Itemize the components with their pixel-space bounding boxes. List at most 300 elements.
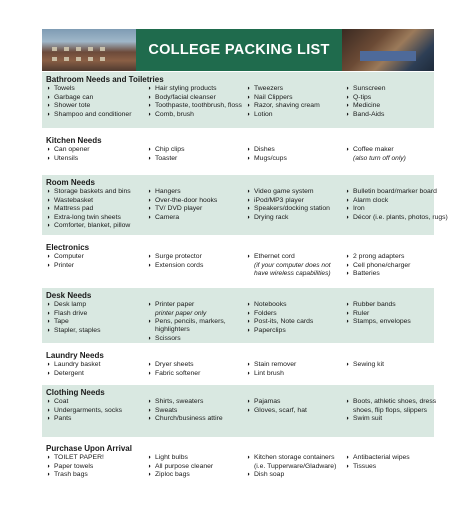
section-kitchen-needs [42, 133, 434, 171]
checkbox-bullet-icon [345, 398, 349, 407]
item-column [345, 301, 411, 327]
checkbox-bullet-icon [246, 301, 250, 310]
section-title: Kitchen Needs [46, 136, 102, 145]
checkbox-bullet-icon [46, 197, 50, 206]
checklist-item-label: Alarm clock [353, 196, 389, 204]
section-title: Clothing Needs [46, 388, 105, 397]
checklist-item-label: Speakers/docking station [254, 205, 330, 213]
checkbox-bullet-icon [46, 415, 50, 424]
checkbox-bullet-icon [147, 253, 151, 262]
checklist-item [345, 310, 411, 319]
checklist-item-label: Tissues [353, 462, 377, 470]
checklist-item [46, 262, 84, 271]
checklist-item [46, 205, 131, 214]
checklist-item [246, 102, 320, 111]
checklist-item-label: Stapler, staples [54, 326, 101, 334]
checklist-item-label: Stain remover [254, 361, 297, 368]
checkbox-bullet-icon [46, 370, 50, 379]
checkbox-bullet-icon [345, 454, 349, 463]
checkbox-bullet-icon [246, 454, 250, 463]
checklist-item-label: Pajamas [254, 398, 281, 405]
checkbox-bullet-icon [345, 102, 349, 111]
checklist-item [246, 197, 330, 206]
checkbox-bullet-icon [147, 318, 151, 327]
checklist-item-label: Can opener [54, 146, 90, 153]
checklist-item-label: Pants [54, 415, 72, 423]
checklist-item-label: Towels [54, 85, 75, 92]
checkbox-bullet-icon [46, 398, 50, 407]
checklist-item [345, 253, 410, 262]
checklist-item-label: Computer [54, 253, 84, 260]
checkbox-bullet-icon [147, 205, 151, 214]
item-column [147, 253, 203, 270]
checkbox-bullet-icon [345, 361, 349, 370]
checkbox-bullet-icon [246, 398, 250, 407]
checkbox-bullet-icon [345, 301, 349, 310]
checklist-item [246, 205, 330, 214]
checklist-item [147, 214, 217, 223]
checkbox-bullet-icon [246, 327, 250, 336]
checklist-item-label: Rubber bands [353, 301, 396, 308]
checklist-item [246, 454, 336, 463]
section-desk-needs [42, 288, 434, 343]
checklist-item-label: Mugs/cups [254, 154, 287, 162]
checklist-item-label: Stamps, envelopes [353, 318, 411, 326]
checklist-item-label: Printer [54, 261, 75, 269]
checklist-item [246, 85, 320, 94]
section-room-needs [42, 175, 448, 235]
item-column [345, 361, 384, 370]
checklist-item [246, 361, 296, 370]
page-title: COLLEGE PACKING LIST [148, 42, 330, 58]
checklist-item-label: Iron [353, 205, 365, 213]
checklist-item-label: Band-Aids [353, 110, 385, 118]
checkbox-bullet-icon [345, 318, 349, 327]
checklist-item [147, 361, 200, 370]
item-column [246, 85, 320, 119]
checklist-item [345, 415, 436, 424]
checklist-item [345, 398, 436, 407]
item-continuation: shoes, flip flops, slippers [353, 406, 428, 414]
checklist-item [46, 454, 104, 463]
checkbox-bullet-icon [246, 361, 250, 370]
checkbox-bullet-icon [46, 155, 50, 164]
checkbox-bullet-icon [246, 85, 250, 94]
checklist-item [246, 253, 331, 262]
checklist-item [147, 407, 223, 416]
checklist-item-label: Wastebasket [54, 196, 94, 204]
checkbox-bullet-icon [147, 262, 151, 271]
item-column [46, 253, 84, 270]
checkbox-bullet-icon [46, 463, 50, 472]
checklist-item [246, 146, 287, 155]
checklist-item-label: Undergarments, socks [54, 406, 122, 414]
checkbox-bullet-icon [246, 407, 250, 416]
checklist-item [345, 94, 386, 103]
checklist-item-label: Mattress pad [54, 205, 94, 213]
checklist-item [246, 471, 336, 480]
checklist-item-label: Tweezers [254, 85, 284, 92]
checkbox-bullet-icon [345, 262, 349, 271]
checklist-item [345, 463, 410, 472]
section-title: Laundry Needs [46, 351, 104, 360]
section-clothing-needs [42, 385, 437, 437]
checkbox-bullet-icon [246, 214, 250, 223]
checklist-item [147, 335, 226, 344]
checklist-item-label: Nail Clippers [254, 93, 293, 101]
checkbox-bullet-icon [147, 407, 151, 416]
checklist-item-label: Razor, shaving cream [254, 102, 320, 110]
checklist-item [147, 155, 184, 164]
checkbox-bullet-icon [345, 197, 349, 206]
section-title: Room Needs [46, 178, 95, 187]
checklist-item [46, 111, 131, 120]
checkbox-bullet-icon [46, 111, 50, 120]
item-column [345, 454, 410, 471]
checklist-item-label: Cell phone/charger [353, 261, 411, 269]
checklist-item-label: Hair styling products [155, 85, 217, 92]
checklist-item-label: iPod/MP3 player [254, 196, 304, 204]
section-title: Desk Needs [46, 291, 92, 300]
checklist-item [147, 94, 242, 103]
checklist-item-label: Desk lamp [54, 301, 87, 308]
checkbox-bullet-icon [345, 94, 349, 103]
checklist-item-label: Light bulbs [155, 454, 188, 461]
checklist-item [345, 301, 411, 310]
item-note: printer paper only [155, 309, 207, 317]
checkbox-bullet-icon [345, 310, 349, 319]
checklist-item-label: Trash bags [54, 471, 88, 479]
checklist-item [345, 146, 406, 155]
checkbox-bullet-icon [147, 214, 151, 223]
checklist-item-label: Sweats [155, 406, 178, 414]
checklist-item-label: Bulletin board/marker board [353, 188, 437, 195]
checklist-item [345, 188, 448, 197]
item-note: (if your computer does not [254, 261, 331, 269]
checkbox-bullet-icon [46, 205, 50, 214]
checkbox-bullet-icon [46, 471, 50, 480]
checklist-item [147, 463, 213, 472]
checklist-item-label: Hangers [155, 188, 181, 195]
section-title: Bathroom Needs and Toiletries [46, 75, 164, 84]
checkbox-bullet-icon [46, 253, 50, 262]
checkbox-bullet-icon [147, 370, 151, 379]
checkbox-bullet-icon [246, 318, 250, 327]
checkbox-bullet-icon [46, 262, 50, 271]
checkbox-bullet-icon [147, 85, 151, 94]
checklist-item [46, 327, 100, 336]
checklist-item-label: Lint brush [254, 369, 284, 377]
item-column [147, 188, 217, 222]
checklist-item-label: Camera [155, 213, 180, 221]
item-note: (also turn off only) [353, 154, 406, 162]
checkbox-bullet-icon [246, 94, 250, 103]
checkbox-bullet-icon [246, 253, 250, 262]
checklist-item [147, 398, 223, 407]
checklist-item [147, 370, 200, 379]
item-column [345, 188, 448, 222]
checklist-item-label: Dishes [254, 146, 275, 153]
item-column [46, 85, 131, 119]
checklist-item-label: Sewing kit [353, 361, 384, 368]
item-note: have wireless capabilities) [254, 269, 331, 277]
checklist-item-label: Dish soap [254, 471, 285, 479]
section-title: Electronics [46, 243, 90, 252]
item-column [246, 146, 287, 163]
checklist-item-label: Paperclips [254, 326, 286, 334]
checklist-item [46, 301, 100, 310]
checkbox-bullet-icon [246, 205, 250, 214]
item-column [147, 398, 223, 424]
item-column [46, 301, 100, 335]
checkbox-bullet-icon [246, 310, 250, 319]
checklist-item [147, 111, 242, 120]
checklist-item-label: Notebooks [254, 301, 287, 308]
header-banner [42, 29, 434, 71]
checklist-item [46, 310, 100, 319]
checklist-item [46, 155, 90, 164]
checkbox-bullet-icon [147, 463, 151, 472]
checkbox-bullet-icon [147, 111, 151, 120]
item-continuation: highlighters [155, 326, 190, 334]
checklist-item-label: Toothpaste, toothbrush, floss [155, 102, 242, 110]
checklist-item-label: Comforter, blanket, pillow [54, 222, 131, 230]
checklist-item-label: Body/facial cleanser [155, 93, 216, 101]
checkbox-bullet-icon [46, 454, 50, 463]
checklist-item [246, 155, 287, 164]
checklist-item [46, 222, 131, 231]
item-column [46, 146, 90, 163]
dorm-room-photo [342, 29, 434, 71]
checklist-item-label: Utensils [54, 154, 79, 162]
checklist-item [246, 310, 313, 319]
checkbox-bullet-icon [147, 398, 151, 407]
item-column [246, 398, 307, 415]
item-continuation: (i.e. Tupperware/Gladware) [254, 462, 337, 470]
checkbox-bullet-icon [46, 310, 50, 319]
checkbox-bullet-icon [246, 471, 250, 480]
checklist-item [147, 454, 213, 463]
checklist-item-label: Drying rack [254, 213, 289, 221]
checklist-item [46, 370, 100, 379]
checklist-item [345, 102, 386, 111]
checklist-item [147, 146, 184, 155]
checklist-item [46, 214, 131, 223]
checkbox-bullet-icon [246, 146, 250, 155]
checklist-item [345, 85, 386, 94]
checklist-item-label: Medicine [353, 102, 381, 110]
item-column [147, 85, 242, 119]
checklist-item-label: Laundry basket [54, 361, 101, 368]
checklist-item-label: TOILET PAPER! [54, 454, 104, 461]
checklist-item [46, 318, 100, 327]
checklist-item [46, 85, 131, 94]
checkbox-bullet-icon [345, 188, 349, 197]
checklist-item-label: Pens, pencils, markers, [155, 317, 226, 325]
checkbox-bullet-icon [46, 102, 50, 111]
checklist-item [46, 188, 131, 197]
checklist-item [246, 407, 307, 416]
checklist-item-label: Shower tote [54, 102, 91, 110]
checkbox-bullet-icon [147, 471, 151, 480]
checklist-item-label: Shirts, sweaters [155, 398, 204, 405]
checklist-item-label: Extra-long twin sheets [54, 213, 121, 221]
checklist-item-label: Gloves, scarf, hat [254, 406, 307, 414]
checklist-item [46, 102, 131, 111]
checkbox-bullet-icon [246, 102, 250, 111]
checklist-item-label: Chip clips [155, 146, 185, 153]
checklist-item [46, 471, 104, 480]
checkbox-bullet-icon [147, 155, 151, 164]
checklist-item [246, 111, 320, 120]
checklist-item [147, 301, 226, 310]
checklist-item-label: Church/business attire [155, 415, 223, 423]
checkbox-bullet-icon [147, 361, 151, 370]
checkbox-bullet-icon [345, 463, 349, 472]
checklist-item [147, 253, 203, 262]
checkbox-bullet-icon [147, 301, 151, 310]
checkbox-bullet-icon [246, 111, 250, 120]
checklist-item-label: Tape [54, 318, 69, 326]
checklist-item-label: Video game system [254, 188, 314, 195]
item-column [246, 454, 336, 480]
checklist-item [345, 361, 384, 370]
checkbox-bullet-icon [147, 146, 151, 155]
checkbox-bullet-icon [46, 361, 50, 370]
item-column [46, 454, 104, 480]
checklist-item [46, 146, 90, 155]
item-column [246, 361, 296, 378]
checkbox-bullet-icon [147, 197, 151, 206]
checkbox-bullet-icon [345, 214, 349, 223]
checklist-item-label: Coat [54, 398, 69, 405]
checklist-item-label: Sunscreen [353, 85, 386, 92]
checklist-item [147, 318, 226, 327]
section-laundry-needs [42, 348, 434, 381]
checklist-item-label: Shampoo and conditioner [54, 110, 132, 118]
checklist-item [147, 85, 242, 94]
item-column [345, 85, 386, 119]
checklist-item-label: 2 prong adapters [353, 253, 405, 260]
checkbox-bullet-icon [46, 146, 50, 155]
campus-building-photo [42, 29, 136, 71]
checklist-item [345, 197, 448, 206]
checklist-item [246, 398, 307, 407]
item-column [345, 398, 436, 424]
checkbox-bullet-icon [46, 407, 50, 416]
checkbox-bullet-icon [246, 370, 250, 379]
checklist-item-label: Printer paper [155, 301, 195, 308]
checklist-item [46, 398, 122, 407]
checklist-item-label: Lotion [254, 110, 273, 118]
checklist-item-label: Folders [254, 309, 277, 317]
checklist-item-label: Coffee maker [353, 146, 394, 153]
item-column [46, 361, 100, 378]
checkbox-bullet-icon [46, 214, 50, 223]
checklist-item [46, 253, 84, 262]
checklist-item-label: Comb, brush [155, 110, 194, 118]
section-bathroom-needs-and-toiletries [42, 72, 434, 128]
checklist-item [345, 454, 410, 463]
checklist-item [246, 214, 330, 223]
item-column [147, 301, 226, 344]
checkbox-bullet-icon [46, 301, 50, 310]
checkbox-bullet-icon [46, 318, 50, 327]
checklist-item-label: Ziploc bags [155, 471, 190, 479]
checklist-item-label: Detergent [54, 369, 84, 377]
checklist-item [246, 301, 313, 310]
checkbox-bullet-icon [147, 415, 151, 424]
checklist-item-label: Garbage can [54, 93, 94, 101]
item-column [46, 398, 122, 424]
item-column [246, 188, 330, 222]
checkbox-bullet-icon [246, 188, 250, 197]
section-electronics [42, 240, 434, 285]
item-column [147, 454, 213, 480]
item-column [246, 301, 313, 335]
checkbox-bullet-icon [345, 111, 349, 120]
checklist-item [147, 415, 223, 424]
checkbox-bullet-icon [345, 415, 349, 424]
checkbox-bullet-icon [46, 94, 50, 103]
item-column [345, 146, 406, 163]
checklist-item-label: Storage baskets and bins [54, 188, 131, 195]
checklist-item-label: Kitchen storage containers [254, 454, 335, 461]
checkbox-bullet-icon [147, 102, 151, 111]
item-column [147, 146, 184, 163]
checklist-item [345, 111, 386, 120]
checklist-item [246, 370, 296, 379]
checkbox-bullet-icon [46, 327, 50, 336]
checklist-item-label: Ruler [353, 309, 370, 317]
checklist-item [246, 188, 330, 197]
checklist-item [345, 262, 410, 271]
checklist-item [147, 188, 217, 197]
checklist-item [345, 214, 448, 223]
item-column [147, 361, 200, 378]
checkbox-bullet-icon [246, 197, 250, 206]
checklist-item-label: Extension cords [155, 261, 204, 269]
checklist-item-label: Toaster [155, 154, 178, 162]
checklist-item [46, 361, 100, 370]
checklist-item [246, 318, 313, 327]
checklist-item-label: TV/ DVD player [155, 205, 203, 213]
checklist-item-label: Q-tips [353, 93, 372, 101]
checklist-item-label: Fabric softener [155, 369, 201, 377]
checklist-item-label: Ethernet cord [254, 253, 295, 260]
checkbox-bullet-icon [147, 335, 151, 344]
checkbox-bullet-icon [46, 85, 50, 94]
checklist-item [46, 197, 131, 206]
checklist-item [147, 262, 203, 271]
checkbox-bullet-icon [46, 222, 50, 231]
section-title: Purchase Upon Arrival [46, 444, 132, 453]
checklist-item-label: Dryer sheets [155, 361, 194, 368]
checklist-item-label: Batteries [353, 270, 380, 278]
checkbox-bullet-icon [147, 94, 151, 103]
checklist-item [46, 415, 122, 424]
checkbox-bullet-icon [46, 188, 50, 197]
checklist-item-label: Flash drive [54, 309, 88, 317]
checklist-item-label: Surge protector [155, 253, 202, 260]
checklist-item-label: Post-its, Note cards [254, 318, 314, 326]
item-column [345, 253, 410, 279]
checklist-item-label: All purpose cleaner [155, 462, 214, 470]
checkbox-bullet-icon [246, 155, 250, 164]
item-column [46, 188, 131, 231]
checklist-item-label: Scissors [155, 334, 181, 342]
checkbox-bullet-icon [147, 454, 151, 463]
